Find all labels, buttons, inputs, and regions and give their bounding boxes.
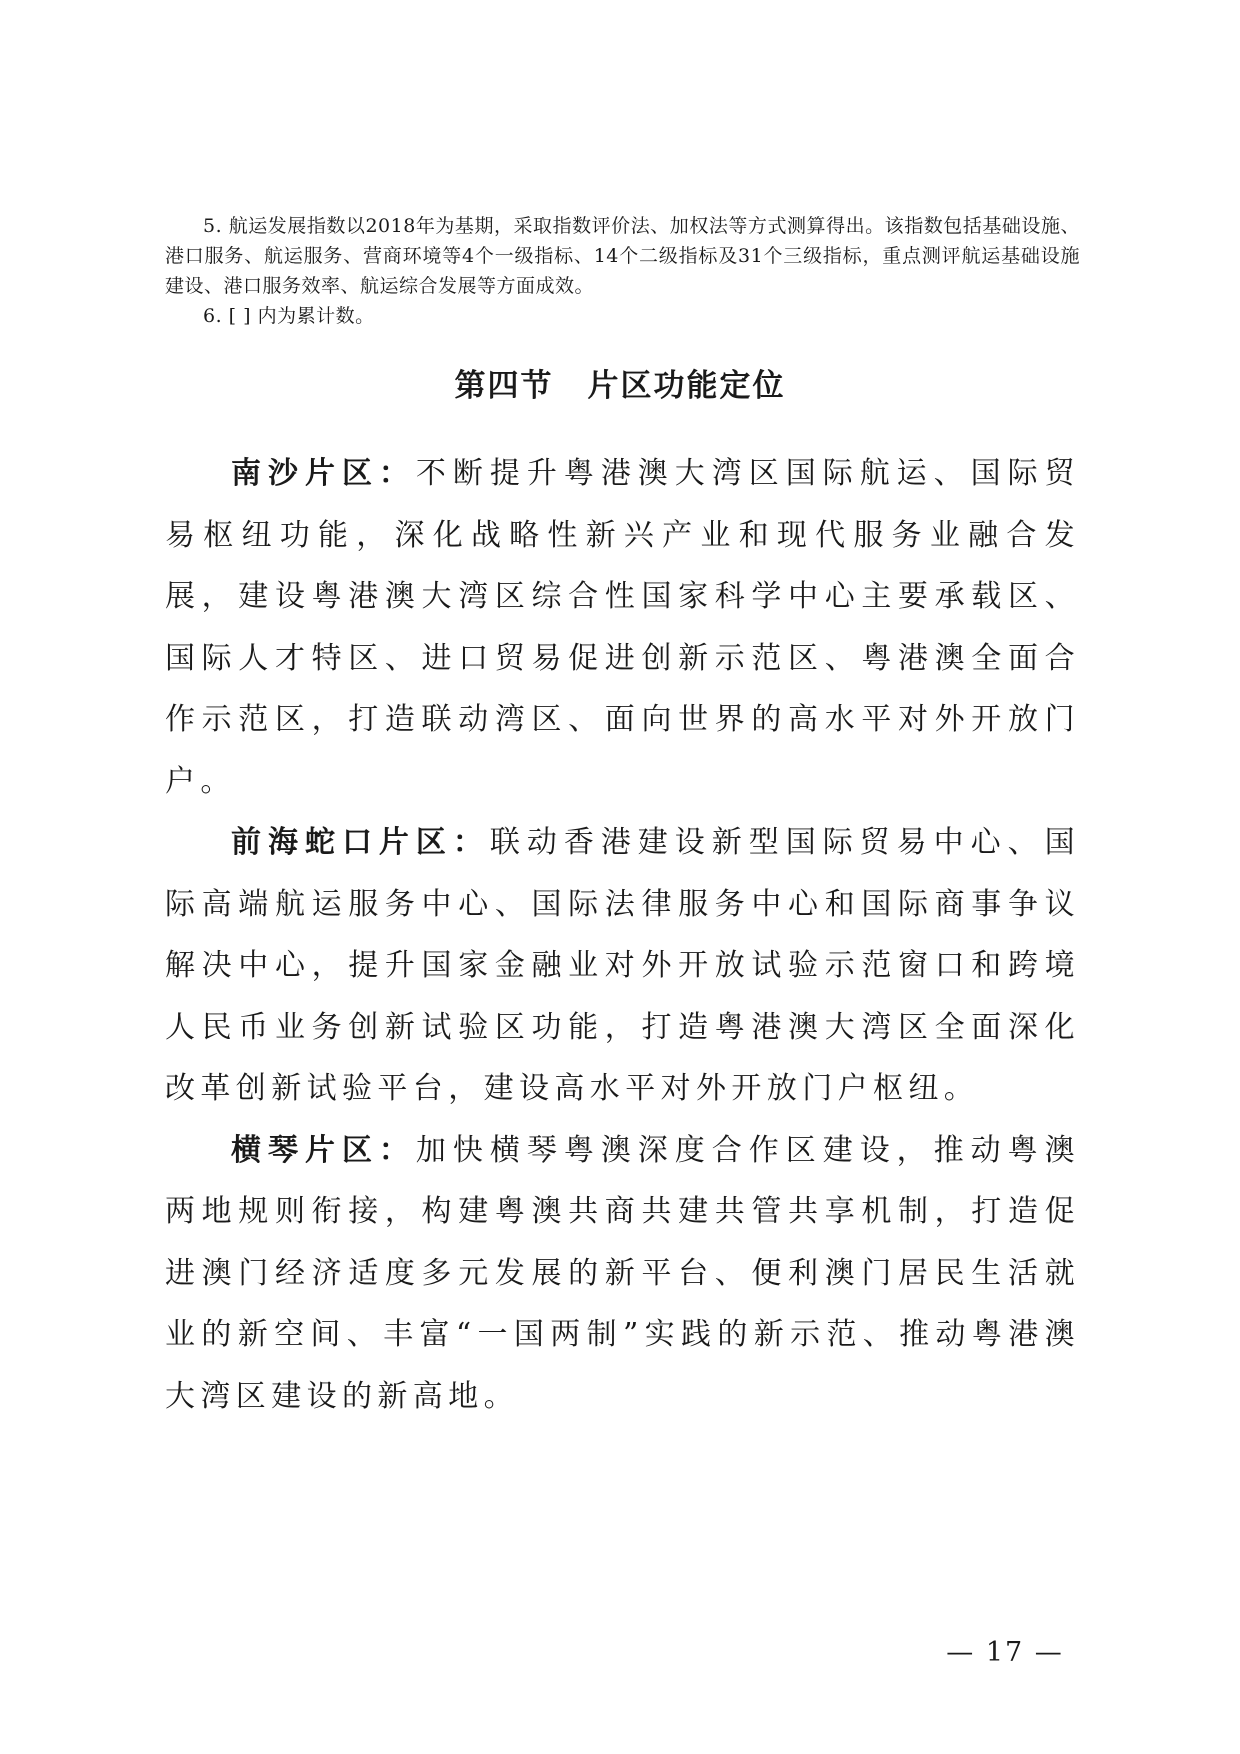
page-number: — 17 — [946, 1637, 1064, 1668]
section-body [165, 443, 1080, 1427]
zone-paragraph-hengqin [165, 1120, 1080, 1428]
zone-paragraph-qianhai [165, 812, 1080, 1120]
footnotes [165, 211, 1080, 331]
zone-name-hengqin: 横琴片区： [231, 1132, 416, 1168]
zone-text-hengqin: 加快横琴粤澳深度合作区建设，推动粤澳两地规则衔接，构建粤澳共商共建共管共享机制，打造促进澳门经济适度多元发展的新平台、便利澳门居民生活就业的新空间、丰富“一国两制”实践的新示范、推动粤港澳大湾区建设的新高地。 [165, 1132, 1081, 1414]
section-heading [0, 360, 1240, 405]
section-number: 第四节 [454, 368, 554, 404]
zone-text-nansha: 不断提升粤港澳大湾区国际航运、国际贸易枢纽功能，深化战略性新兴产业和现代服务业融合发展，建设粤港澳大湾区综合性国家科学中心主要承载区、国际人才特区、进口贸易促进创新示范区、粤港澳全面合作示范区，打造联动湾区、面向世界的高水平对外开放门户。 [165, 456, 1081, 799]
zone-text-qianhai: 联动香港建设新型国际贸易中心、国际高端航运服务中心、国际法律服务中心和国际商事争议解决中心，提升国家金融业对外开放试验示范窗口和跨境人民币业务创新试验区功能，打造粤港澳大湾区全面深化改革创新试验平台，建设高水平对外开放门户枢纽。 [165, 825, 1080, 1106]
zone-paragraph-nansha [165, 443, 1080, 812]
footnote-5: 5. 航运发展指数以2018年为基期，采取指数评价法、加权法等方式测算得出。该指数包括基础设施、港口服务、航运服务、营商环境等4个一级指标、14个二级指标及31个三级指标，重点测评航运基础设施建设、港口服务效率、航运综合发展等方面成效。 [165, 215, 1080, 297]
zone-name-nansha: 南沙片区： [231, 456, 416, 491]
zone-name-qianhai: 前海蛇口片区： [231, 825, 490, 860]
section-title-text: 片区功能定位 [587, 368, 786, 404]
footnote-6: 6. [ ] 内为累计数。 [203, 305, 375, 327]
